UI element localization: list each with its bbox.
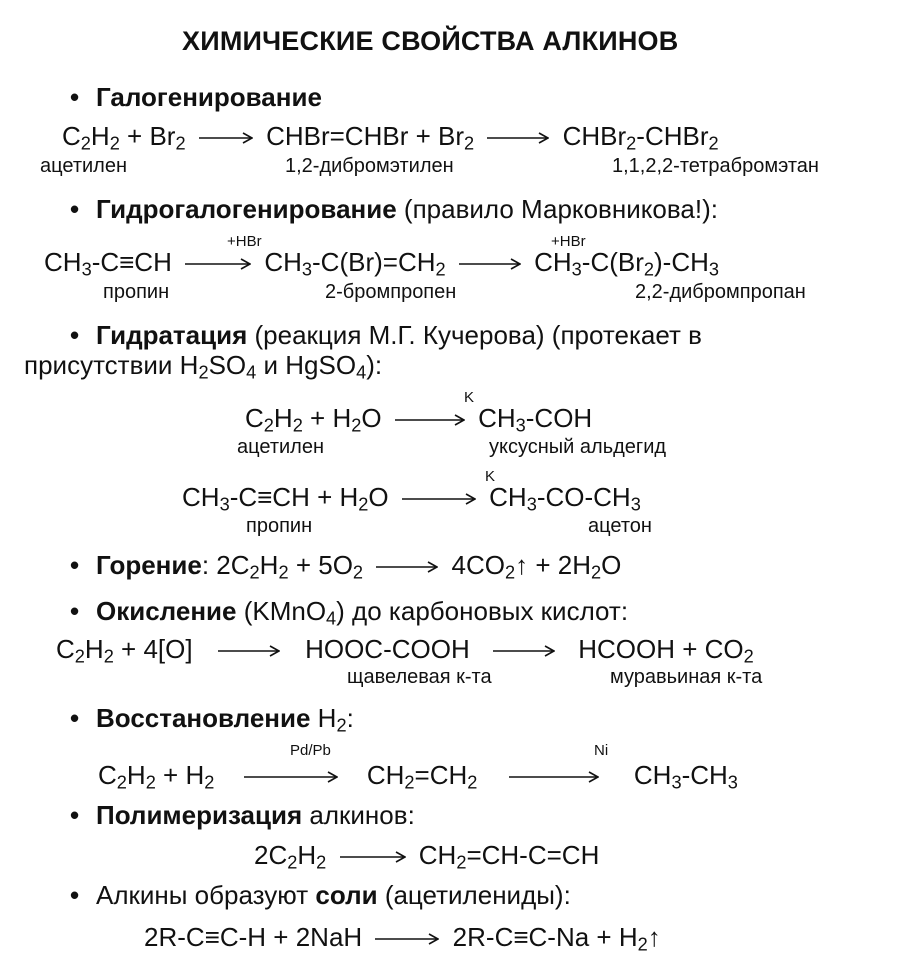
reaction-arrow: [199, 131, 253, 145]
hydrohalogenation-equation: $CH_3-C\equiv CH$ $CH_3-C(Br)=CH_2$ $CH_3-C(Br_2)-CH_3$: [44, 247, 720, 280]
compound-label: пропин: [103, 281, 170, 303]
combustion-equation: $2C_2H_2 + 5O_2$ $4CO_2↑ + 2H_2O$: [216, 550, 622, 583]
reaction-arrow: [493, 644, 555, 658]
reaction-arrow: [402, 492, 476, 506]
section-heading-polymerization: • Полимеризация алкинов:: [70, 800, 415, 830]
section-heading-salts: • Алкины образуют соли (ацетилениды):: [70, 880, 571, 910]
reaction-arrow: [395, 413, 465, 427]
reaction-condition: Pd/Pb: [290, 742, 331, 759]
reaction-arrow: [218, 644, 280, 658]
compound-label: ацетон: [588, 515, 652, 537]
reaction-arrow: [185, 257, 251, 271]
compound-label: муравьиная к-та: [610, 666, 763, 688]
compound-label: 2,2-дибромпропан: [635, 281, 806, 303]
section-heading-hydration: • Гидратация (реакция М.Г. Кучерова) (протекает в: [70, 320, 702, 350]
bullet: •: [70, 82, 80, 112]
reaction-arrow: [376, 560, 438, 574]
reaction-arrow: [244, 770, 338, 784]
halogenation-equation: $C_2H_2 + Br_2$ CHBr=CHBr + $Br_2$ CHBr$_2$-CHBr$_2$: [62, 121, 719, 154]
hydration-equation-1: $C_2H_2 + H_2O$ $CH_3$-COH: [245, 403, 593, 436]
compound-label: пропин: [246, 515, 313, 537]
oxidation-equation: $C_2H_2 + 4[O]$ HOOC-COOH HCOOH + $CO_2$: [56, 634, 754, 667]
section-heading-oxidation: • Окисление (KMnO$_4$) до карбоновых кислот:: [70, 596, 629, 629]
reaction-arrow: [459, 257, 521, 271]
compound-label: щавелевая к-та: [347, 666, 492, 688]
section-heading-halogenation: • Галогенирование: [70, 82, 322, 112]
section-heading-combustion: • Горение: $2C_2H_2 + 5O_2$ $4CO_2↑ + 2H_2O$: [70, 550, 622, 583]
polymerization-equation: $2C_2H_2$ $CH_2=CH-C=CH$: [254, 840, 600, 873]
compound-label: 1,2-дибромэтилен: [285, 155, 454, 177]
compound-label: 1,1,2,2-тетрабромэтан: [612, 155, 819, 177]
section-heading-hydrohalogenation: • Гидрогалогенирование (правило Марковникова!):: [70, 194, 718, 224]
compound-label: ацетилен: [40, 155, 127, 177]
hydration-note: присутствии $H_2SO_4$ и HgSO$_4$):: [24, 350, 383, 383]
compound-label: уксусный альдегид: [489, 436, 667, 458]
compound-label: ацетилен: [237, 436, 324, 458]
hydration-equation-2: $CH_3-C\equiv CH + H_2O$ $CH_3-CO-CH_3$: [182, 482, 641, 515]
reaction-arrow: [340, 850, 406, 864]
compound-label: 2-бромпропен: [325, 281, 457, 303]
reaction-condition: +HBr: [551, 233, 586, 250]
salts-equation: 2R-C≡C-H + 2NaH $2R-C\equiv C-Na + H_2↑$: [144, 922, 661, 955]
reaction-condition: Ni: [594, 742, 609, 759]
reaction-arrow: [375, 932, 439, 946]
section-heading-reduction: • Восстановление $H_2$:: [70, 703, 354, 736]
reduction-equation: $C_2H_2 + H_2$ $CH_2=CH_2$ $CH_3-CH_3$: [98, 760, 738, 793]
reaction-arrow: [487, 131, 549, 145]
reaction-arrow: [509, 770, 599, 784]
reaction-condition: K: [485, 468, 496, 485]
page-title: ХИМИЧЕСКИЕ СВОЙСТВА АЛКИНОВ: [182, 26, 679, 56]
reaction-condition: K: [464, 389, 475, 406]
reaction-condition: +HBr: [227, 233, 262, 250]
